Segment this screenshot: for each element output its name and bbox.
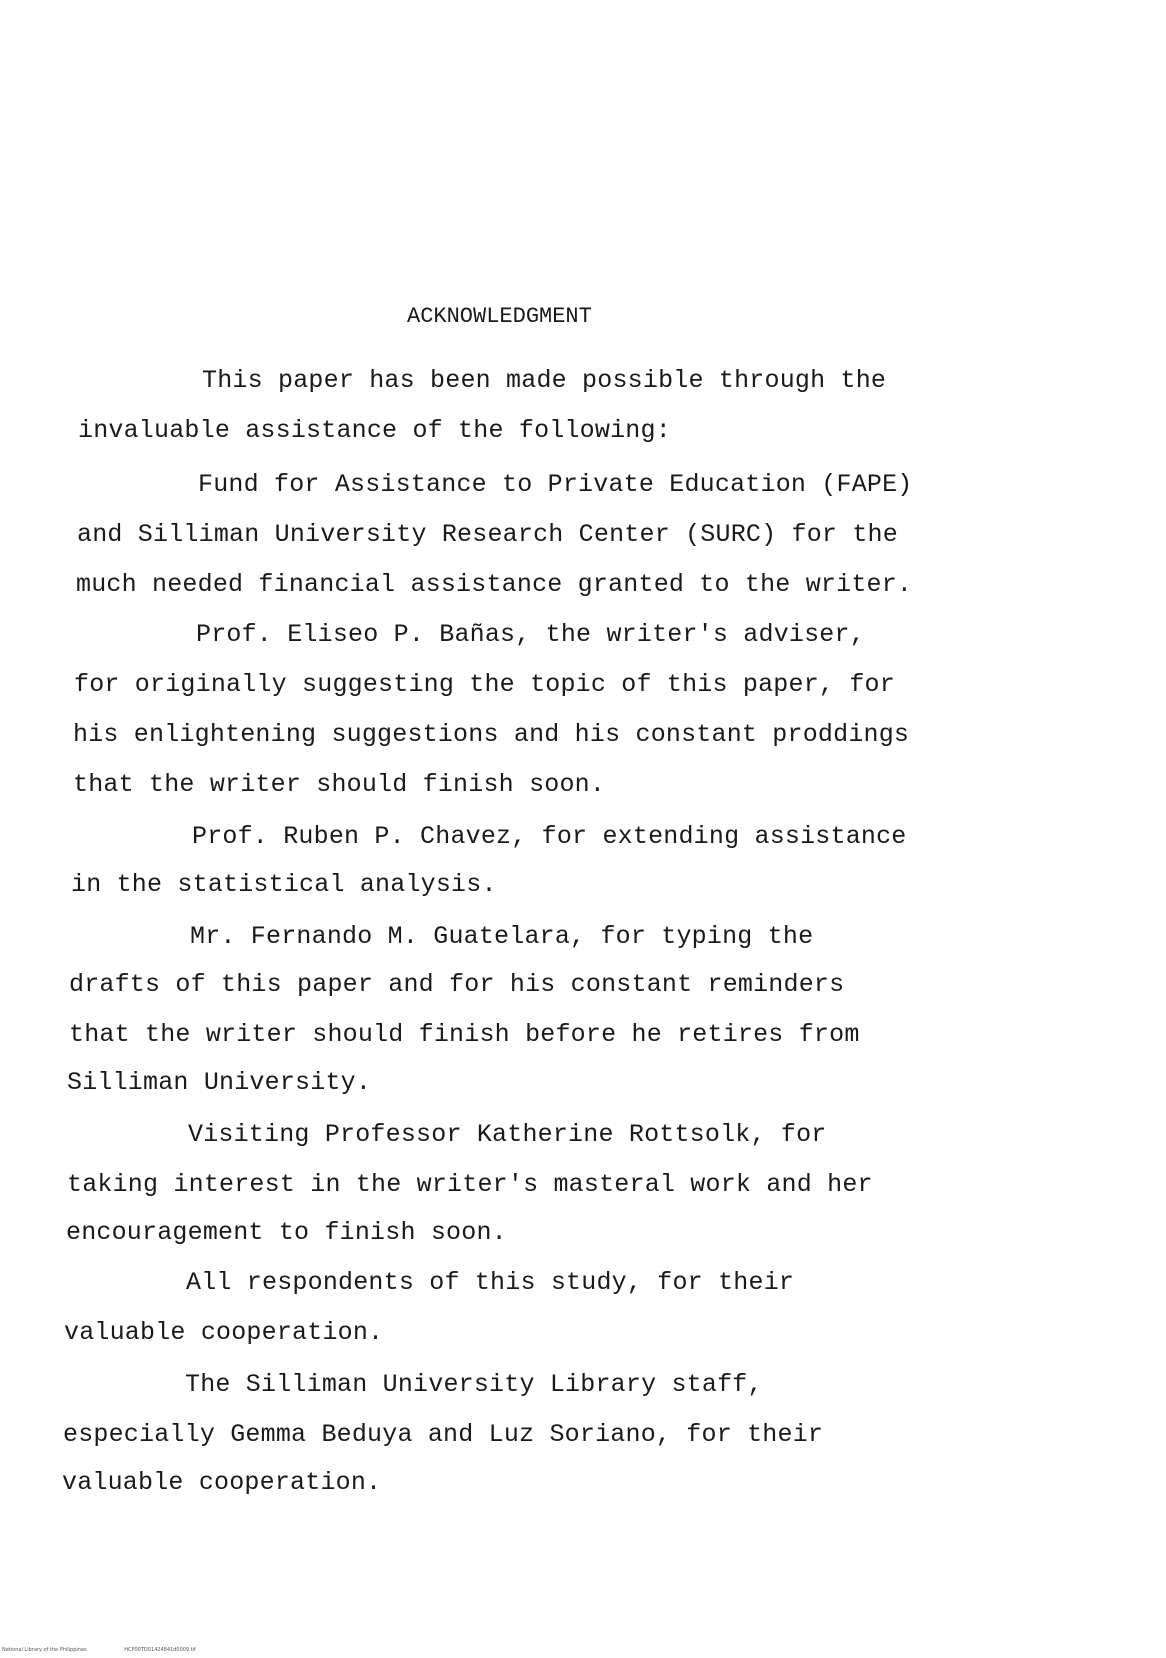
text-line: and Silliman University Research Center (SURC) for the [77, 520, 898, 549]
scan-footer [2, 1647, 232, 1653]
text-line: Fund for Assistance to Private Education (FAPE) [198, 470, 913, 499]
text-line: Visiting Professor Katherine Rottsolk, for [188, 1120, 827, 1149]
library-name: National Library of the Philippines [2, 1647, 87, 1653]
text-line: Prof. Ruben P. Chavez, for extending assistance [192, 822, 907, 851]
text-line: for originally suggesting the topic of this paper, for [74, 670, 895, 699]
page-title: ACKNOWLEDGMENT [407, 304, 592, 329]
text-line: encouragement to finish soon. [66, 1218, 507, 1247]
text-line: valuable cooperation. [64, 1318, 384, 1347]
text-line: that the writer should finish soon. [73, 770, 606, 799]
text-line: that the writer should finish before he retires from [69, 1020, 860, 1049]
text-line: Mr. Fernando M. Guatelara, for typing the [190, 922, 814, 951]
text-line: much needed financial assistance granted to the writer. [76, 570, 913, 599]
text-line: Silliman University. [67, 1068, 372, 1097]
file-id: HCP00TD01424841d0009.tif [124, 1647, 196, 1653]
text-line: in the statistical analysis. [71, 870, 497, 899]
text-line: This paper has been made possible through the [202, 366, 887, 395]
text-line: drafts of this paper and for his constant reminders [69, 970, 845, 999]
text-line: especially Gemma Beduya and Luz Soriano, for their [63, 1420, 824, 1449]
text-line: taking interest in the writer's masteral work and her [67, 1170, 873, 1199]
text-line: Prof. Eliseo P. Bañas, the writer's adviser, [196, 620, 865, 649]
text-line: The Silliman University Library staff, [185, 1370, 763, 1399]
text-line: his enlightening suggestions and his constant proddings [73, 720, 910, 749]
text-line: valuable cooperation. [62, 1468, 382, 1497]
text-line: All respondents of this study, for their [186, 1268, 795, 1297]
text-line: invaluable assistance of the following: [78, 416, 671, 445]
